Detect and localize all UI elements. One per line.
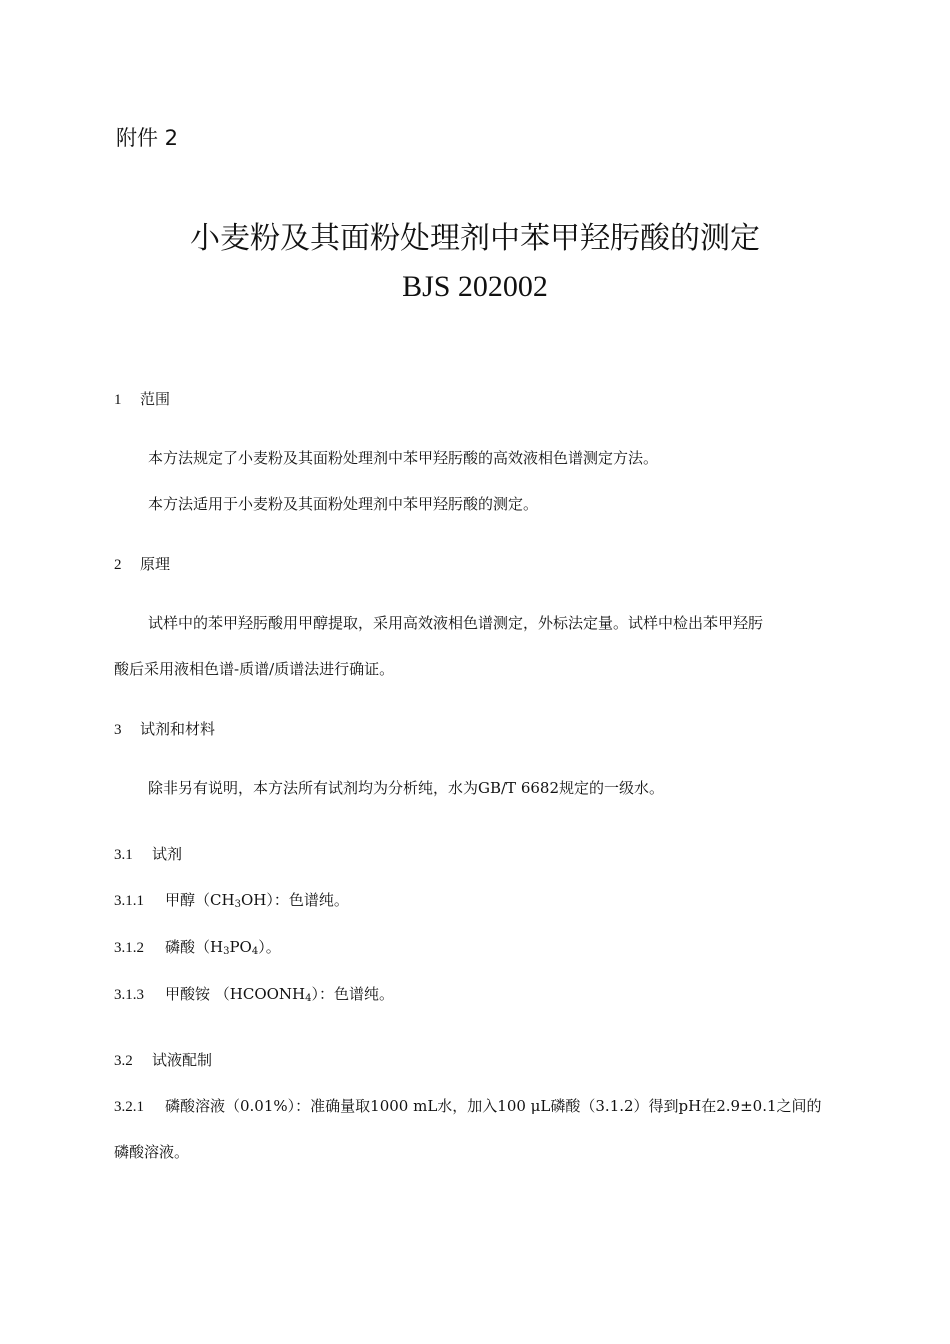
- subscript: 3: [234, 899, 241, 910]
- section-3-1-heading: [114, 847, 182, 863]
- item-text: PO: [229, 938, 252, 956]
- section-title: 试液配制: [152, 1051, 213, 1069]
- item-text: OH）：色谱纯。: [240, 891, 349, 909]
- document-code: BJS 202002: [402, 270, 548, 303]
- item-text: 甲醇（CH: [165, 891, 235, 909]
- section-title: 试剂: [152, 845, 183, 863]
- paragraph: 试样中的苯甲羟肟酸用甲醇提取，采用高效液相色谱测定，外标法定量。试样中检出苯甲羟肟: [148, 614, 764, 632]
- subscript: 3: [223, 946, 230, 957]
- section-number: 1: [114, 392, 122, 408]
- item-text: ）：色谱纯。: [311, 985, 395, 1003]
- section-3-2-heading: [114, 1053, 212, 1069]
- section-title: 范围: [140, 390, 171, 408]
- item-text: 磷酸溶液（0.01%）：准确量取1000 mL水，加入100 μL磷酸（3.1.2）得到pH在2.9±0.1之间的: [165, 1097, 822, 1115]
- paragraph: 本方法适用于小麦粉及其面粉处理剂中苯甲羟肟酸的测定。: [148, 495, 539, 513]
- attachment-label: 附件 2: [116, 126, 179, 150]
- section-number: 2: [114, 557, 122, 573]
- item-text: ）。: [258, 938, 281, 956]
- section-3-heading: [114, 722, 215, 738]
- item-text: 磷酸（H: [165, 938, 224, 956]
- section-title: 试剂和材料: [140, 720, 216, 738]
- paragraph: 除非另有说明，本方法所有试剂均为分析纯，水为GB/T 6682规定的一级水。: [148, 779, 665, 797]
- item-number: 3.1.2: [114, 940, 144, 956]
- section-1-heading: [114, 392, 170, 408]
- document-title: 小麦粉及其面粉处理剂中苯甲羟肟酸的测定: [190, 221, 760, 256]
- subscript: 4: [251, 946, 259, 957]
- item-3-1-2: [114, 940, 281, 957]
- item-3-2-1: [114, 1099, 822, 1115]
- item-number: 3.1.3: [114, 987, 144, 1003]
- section-title: 原理: [140, 555, 171, 573]
- item-3-1-3: [114, 987, 394, 1004]
- section-number: 3: [114, 722, 122, 738]
- item-text: 甲酸铵 （HCOONH: [165, 985, 306, 1003]
- item-3-1-1: [114, 893, 349, 910]
- section-number: 3.2: [114, 1053, 133, 1069]
- section-2-heading: [114, 557, 170, 573]
- item-number: 3.1.1: [114, 893, 144, 909]
- section-number: 3.1: [114, 847, 133, 863]
- paragraph-continued: 磷酸溶液。: [114, 1143, 190, 1161]
- paragraph: 本方法规定了小麦粉及其面粉处理剂中苯甲羟肟酸的高效液相色谱测定方法。: [148, 449, 659, 467]
- subscript: 4: [305, 993, 312, 1004]
- paragraph-continued: 酸后采用液相色谱-质谱/质谱法进行确证。: [114, 660, 395, 678]
- item-number: 3.2.1: [114, 1099, 144, 1115]
